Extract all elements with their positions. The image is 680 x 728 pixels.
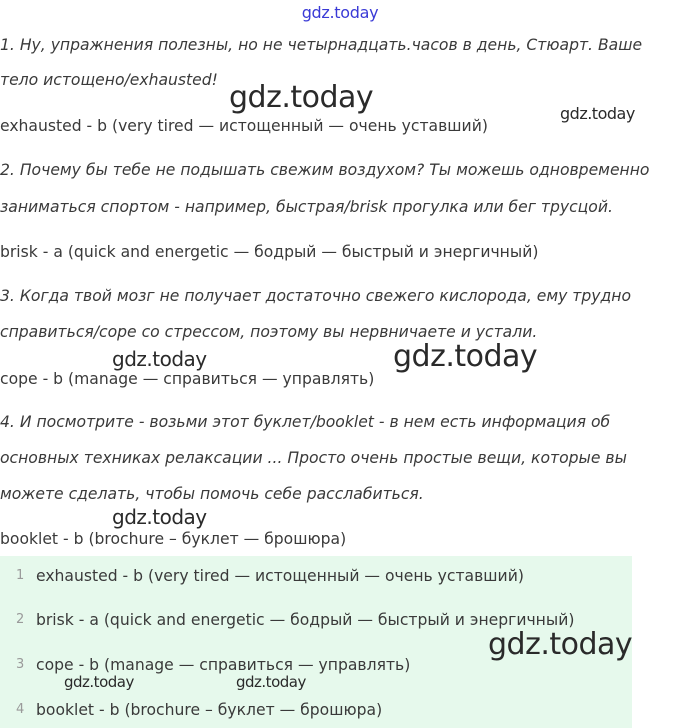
- question-1-line-2: тело истощено/exhausted!: [0, 71, 218, 89]
- answer-list-index: 3: [16, 657, 25, 672]
- answer-2: brisk - a (quick and energetic — бодрый — быстрый и энергичный): [0, 243, 539, 261]
- watermark: gdz.today: [393, 339, 538, 374]
- answer-3: cope - b (manage — справиться — управлять): [0, 370, 375, 388]
- answer-1: exhausted - b (very tired — истощенный — очень уставший): [0, 117, 488, 135]
- header-watermark: gdz.today: [301, 3, 379, 22]
- answer-list-text: cope - b (manage — справиться — управлять): [36, 656, 411, 674]
- watermark: gdz.today: [229, 80, 374, 115]
- answer-list-index: 1: [16, 568, 25, 583]
- watermark: gdz.today: [112, 505, 207, 529]
- watermark: gdz.today: [488, 627, 633, 662]
- answer-4: booklet - b (brochure – буклет — брошюра): [0, 530, 347, 548]
- question-4-line-2: основных техниках релаксации ... Просто очень простые вещи, которые вы: [0, 449, 627, 467]
- question-1-line-1: 1. Ну, упражнения полезны, но не четырнадцать.часов в день, Стюарт. Ваше: [0, 36, 643, 54]
- watermark: gdz.today: [112, 347, 207, 371]
- question-4-line-3: можете сделать, чтобы помочь себе расслабиться.: [0, 485, 424, 503]
- question-3-line-2: справиться/cope со стрессом, поэтому вы нервничаете и устали.: [0, 323, 538, 341]
- answer-list-text: exhausted - b (very tired — истощенный — очень уставший): [36, 567, 524, 585]
- answer-list-item: [0, 566, 632, 590]
- answer-list-index: 4: [16, 702, 25, 717]
- answer-list-index: 2: [16, 612, 25, 627]
- watermark: gdz.today: [64, 673, 134, 691]
- question-2-line-2: заниматься спортом - например, быстрая/brisk прогулка или бег трусцой.: [0, 198, 613, 216]
- question-3-line-1: 3. Когда твой мозг не получает достаточно свежего кислорода, ему трудно: [0, 287, 632, 305]
- answer-list-text: brisk - a (quick and energetic — бодрый — быстрый и энергичный): [36, 611, 575, 629]
- watermark: gdz.today: [236, 673, 306, 691]
- answer-list-item: [0, 700, 632, 724]
- watermark: gdz.today: [560, 104, 635, 123]
- question-2-line-1: 2. Почему бы тебе не подышать свежим воздухом? Ты можешь одновременно: [0, 161, 650, 179]
- answer-list-text: booklet - b (brochure – буклет — брошюра): [36, 701, 383, 719]
- question-4-line-1: 4. И посмотрите - возьми этот буклет/booklet - в нем есть информация об: [0, 413, 611, 431]
